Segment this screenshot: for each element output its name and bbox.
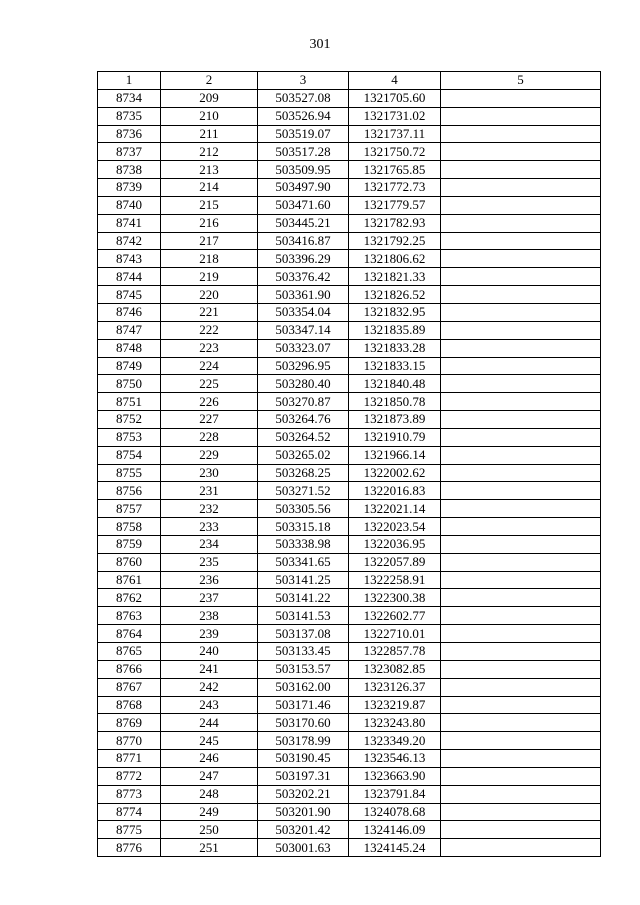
table-cell-col-1: 8742 xyxy=(98,232,161,250)
table-cell-col-4: 1322002.62 xyxy=(349,464,441,482)
table-cell-col-1: 8745 xyxy=(98,286,161,304)
table-cell-col-3: 503162.00 xyxy=(258,678,349,696)
header-row xyxy=(98,72,601,90)
table-row xyxy=(98,321,601,339)
table-cell-col-2: 219 xyxy=(161,268,258,286)
coordinates-table xyxy=(97,71,601,857)
table-cell-col-3: 503354.04 xyxy=(258,303,349,321)
table-cell-col-5 xyxy=(441,750,601,768)
table-cell-col-3: 503416.87 xyxy=(258,232,349,250)
table-cell-col-3: 503396.29 xyxy=(258,250,349,268)
table-cell-col-5 xyxy=(441,571,601,589)
table-cell-col-2: 229 xyxy=(161,446,258,464)
table-cell-col-1: 8756 xyxy=(98,482,161,500)
table-cell-col-3: 503201.90 xyxy=(258,803,349,821)
table-cell-col-3: 503305.56 xyxy=(258,500,349,518)
table-cell-col-1: 8776 xyxy=(98,839,161,857)
table-cell-col-5 xyxy=(441,625,601,643)
table-cell-col-2: 230 xyxy=(161,464,258,482)
table-cell-col-1: 8768 xyxy=(98,696,161,714)
table-cell-col-5 xyxy=(441,803,601,821)
table-cell-col-4: 1321832.95 xyxy=(349,303,441,321)
table-cell-col-4: 1323126.37 xyxy=(349,678,441,696)
table-cell-col-5 xyxy=(441,589,601,607)
table-cell-col-3: 503178.99 xyxy=(258,732,349,750)
table-cell-col-5 xyxy=(441,696,601,714)
table-row xyxy=(98,821,601,839)
column-header-4: 4 xyxy=(349,72,441,90)
table-cell-col-5 xyxy=(441,821,601,839)
table-cell-col-4: 1323663.90 xyxy=(349,767,441,785)
table-body xyxy=(98,89,601,856)
table-cell-col-5 xyxy=(441,535,601,553)
table-cell-col-2: 221 xyxy=(161,303,258,321)
table-cell-col-4: 1321833.28 xyxy=(349,339,441,357)
table-cell-col-4: 1321792.25 xyxy=(349,232,441,250)
table-row xyxy=(98,464,601,482)
table-cell-col-2: 220 xyxy=(161,286,258,304)
table-cell-col-3: 503270.87 xyxy=(258,393,349,411)
table-cell-col-4: 1321782.93 xyxy=(349,214,441,232)
table-cell-col-4: 1322023.54 xyxy=(349,518,441,536)
table-cell-col-3: 503170.60 xyxy=(258,714,349,732)
table-cell-col-5 xyxy=(441,393,601,411)
table-cell-col-5 xyxy=(441,196,601,214)
table-row xyxy=(98,803,601,821)
table-cell-col-2: 228 xyxy=(161,428,258,446)
table-cell-col-1: 8737 xyxy=(98,143,161,161)
table-row xyxy=(98,767,601,785)
table-row xyxy=(98,179,601,197)
table-cell-col-1: 8746 xyxy=(98,303,161,321)
table-cell-col-5 xyxy=(441,607,601,625)
column-header-2: 2 xyxy=(161,72,258,90)
table-row xyxy=(98,785,601,803)
table-cell-col-3: 503153.57 xyxy=(258,660,349,678)
table-cell-col-3: 503280.40 xyxy=(258,375,349,393)
table-cell-col-4: 1321772.73 xyxy=(349,179,441,197)
table-row xyxy=(98,250,601,268)
table-row xyxy=(98,339,601,357)
table-cell-col-5 xyxy=(441,339,601,357)
table-cell-col-5 xyxy=(441,643,601,661)
table-cell-col-5 xyxy=(441,125,601,143)
table-row xyxy=(98,232,601,250)
table-cell-col-5 xyxy=(441,411,601,429)
table-cell-col-3: 503341.65 xyxy=(258,553,349,571)
table-cell-col-5 xyxy=(441,250,601,268)
table-cell-col-4: 1321873.89 xyxy=(349,411,441,429)
table-cell-col-2: 217 xyxy=(161,232,258,250)
table-row xyxy=(98,303,601,321)
table-cell-col-5 xyxy=(441,143,601,161)
table-cell-col-1: 8749 xyxy=(98,357,161,375)
table-cell-col-5 xyxy=(441,357,601,375)
table-cell-col-3: 503197.31 xyxy=(258,767,349,785)
table-row xyxy=(98,553,601,571)
table-cell-col-3: 503001.63 xyxy=(258,839,349,857)
table-cell-col-4: 1321765.85 xyxy=(349,161,441,179)
table-cell-col-1: 8769 xyxy=(98,714,161,732)
table-cell-col-3: 503509.95 xyxy=(258,161,349,179)
table-row xyxy=(98,607,601,625)
table-cell-col-1: 8770 xyxy=(98,732,161,750)
table-cell-col-2: 214 xyxy=(161,179,258,197)
table-cell-col-3: 503527.08 xyxy=(258,89,349,107)
table-cell-col-3: 503264.76 xyxy=(258,411,349,429)
table-cell-col-5 xyxy=(441,268,601,286)
table-cell-col-2: 248 xyxy=(161,785,258,803)
table-row xyxy=(98,518,601,536)
table-cell-col-1: 8740 xyxy=(98,196,161,214)
table-cell-col-2: 231 xyxy=(161,482,258,500)
table-cell-col-4: 1321835.89 xyxy=(349,321,441,339)
table-row xyxy=(98,696,601,714)
table-cell-col-3: 503296.95 xyxy=(258,357,349,375)
table-cell-col-2: 239 xyxy=(161,625,258,643)
table-row xyxy=(98,89,601,107)
table-cell-col-2: 226 xyxy=(161,393,258,411)
table-cell-col-1: 8772 xyxy=(98,767,161,785)
table-cell-col-1: 8736 xyxy=(98,125,161,143)
table-cell-col-4: 1322016.83 xyxy=(349,482,441,500)
table-cell-col-2: 235 xyxy=(161,553,258,571)
table-row xyxy=(98,446,601,464)
table-row xyxy=(98,839,601,857)
table-cell-col-5 xyxy=(441,303,601,321)
table-cell-col-5 xyxy=(441,785,601,803)
table-cell-col-2: 238 xyxy=(161,607,258,625)
table-cell-col-5 xyxy=(441,107,601,125)
table-row xyxy=(98,428,601,446)
table-cell-col-1: 8765 xyxy=(98,643,161,661)
table-cell-col-2: 223 xyxy=(161,339,258,357)
table-cell-col-3: 503190.45 xyxy=(258,750,349,768)
table-cell-col-1: 8767 xyxy=(98,678,161,696)
table-row xyxy=(98,571,601,589)
table-cell-col-2: 232 xyxy=(161,500,258,518)
table-cell-col-4: 1321779.57 xyxy=(349,196,441,214)
table-cell-col-5 xyxy=(441,767,601,785)
table-cell-col-1: 8764 xyxy=(98,625,161,643)
table-cell-col-1: 8748 xyxy=(98,339,161,357)
table-row xyxy=(98,107,601,125)
table-cell-col-2: 250 xyxy=(161,821,258,839)
table-cell-col-2: 234 xyxy=(161,535,258,553)
table-cell-col-4: 1322602.77 xyxy=(349,607,441,625)
table-cell-col-2: 243 xyxy=(161,696,258,714)
table-cell-col-4: 1321840.48 xyxy=(349,375,441,393)
table-row xyxy=(98,643,601,661)
table-cell-col-1: 8751 xyxy=(98,393,161,411)
table-cell-col-3: 503323.07 xyxy=(258,339,349,357)
table-row xyxy=(98,286,601,304)
table-cell-col-2: 225 xyxy=(161,375,258,393)
table-cell-col-5 xyxy=(441,321,601,339)
table-row xyxy=(98,625,601,643)
table-cell-col-5 xyxy=(441,482,601,500)
table-cell-col-3: 503271.52 xyxy=(258,482,349,500)
table-cell-col-3: 503141.53 xyxy=(258,607,349,625)
table-cell-col-1: 8739 xyxy=(98,179,161,197)
table-cell-col-4: 1323082.85 xyxy=(349,660,441,678)
table-cell-col-4: 1321850.78 xyxy=(349,393,441,411)
table-cell-col-5 xyxy=(441,428,601,446)
table-cell-col-3: 503361.90 xyxy=(258,286,349,304)
table-row xyxy=(98,214,601,232)
table-cell-col-4: 1322710.01 xyxy=(349,625,441,643)
table-cell-col-3: 503376.42 xyxy=(258,268,349,286)
table-cell-col-1: 8750 xyxy=(98,375,161,393)
table-cell-col-4: 1324145.24 xyxy=(349,839,441,857)
table-cell-col-1: 8766 xyxy=(98,660,161,678)
table-cell-col-5 xyxy=(441,732,601,750)
table-cell-col-4: 1323791.84 xyxy=(349,785,441,803)
table-cell-col-1: 8735 xyxy=(98,107,161,125)
table-cell-col-3: 503526.94 xyxy=(258,107,349,125)
table-cell-col-1: 8759 xyxy=(98,535,161,553)
table-cell-col-3: 503347.14 xyxy=(258,321,349,339)
table-cell-col-3: 503141.22 xyxy=(258,589,349,607)
table-cell-col-4: 1323243.80 xyxy=(349,714,441,732)
table-cell-col-4: 1323219.87 xyxy=(349,696,441,714)
table-cell-col-1: 8755 xyxy=(98,464,161,482)
column-header-1: 1 xyxy=(98,72,161,90)
table-cell-col-2: 241 xyxy=(161,660,258,678)
table-cell-col-2: 224 xyxy=(161,357,258,375)
table-cell-col-4: 1324146.09 xyxy=(349,821,441,839)
table-row xyxy=(98,678,601,696)
table-cell-col-5 xyxy=(441,214,601,232)
table-row xyxy=(98,411,601,429)
table-cell-col-5 xyxy=(441,375,601,393)
table-cell-col-4: 1321833.15 xyxy=(349,357,441,375)
table-cell-col-1: 8754 xyxy=(98,446,161,464)
table-cell-col-5 xyxy=(441,553,601,571)
table-cell-col-4: 1322258.91 xyxy=(349,571,441,589)
table-cell-col-1: 8734 xyxy=(98,89,161,107)
table-cell-col-2: 216 xyxy=(161,214,258,232)
table-cell-col-3: 503338.98 xyxy=(258,535,349,553)
table-cell-col-2: 247 xyxy=(161,767,258,785)
table-cell-col-3: 503137.08 xyxy=(258,625,349,643)
column-header-3: 3 xyxy=(258,72,349,90)
table-cell-col-5 xyxy=(441,464,601,482)
table-cell-col-1: 8753 xyxy=(98,428,161,446)
table-cell-col-4: 1321826.52 xyxy=(349,286,441,304)
table-row xyxy=(98,660,601,678)
table-cell-col-2: 233 xyxy=(161,518,258,536)
table-cell-col-4: 1322021.14 xyxy=(349,500,441,518)
table-cell-col-3: 503201.42 xyxy=(258,821,349,839)
table-cell-col-4: 1323349.20 xyxy=(349,732,441,750)
table-cell-col-5 xyxy=(441,660,601,678)
table-cell-col-4: 1324078.68 xyxy=(349,803,441,821)
table-cell-col-2: 212 xyxy=(161,143,258,161)
table-row xyxy=(98,161,601,179)
table-cell-col-4: 1321731.02 xyxy=(349,107,441,125)
table-row xyxy=(98,196,601,214)
table-cell-col-2: 236 xyxy=(161,571,258,589)
table-cell-col-5 xyxy=(441,518,601,536)
table-header xyxy=(98,72,601,90)
table-cell-col-3: 503497.90 xyxy=(258,179,349,197)
table-row xyxy=(98,589,601,607)
table-cell-col-3: 503202.21 xyxy=(258,785,349,803)
table-cell-col-1: 8761 xyxy=(98,571,161,589)
table-cell-col-2: 240 xyxy=(161,643,258,661)
table-cell-col-4: 1321910.79 xyxy=(349,428,441,446)
table-cell-col-4: 1323546.13 xyxy=(349,750,441,768)
table-cell-col-2: 209 xyxy=(161,89,258,107)
table-cell-col-1: 8773 xyxy=(98,785,161,803)
table-row xyxy=(98,535,601,553)
table-cell-col-1: 8774 xyxy=(98,803,161,821)
table-cell-col-1: 8747 xyxy=(98,321,161,339)
table-row xyxy=(98,268,601,286)
table-cell-col-2: 237 xyxy=(161,589,258,607)
table-cell-col-5 xyxy=(441,232,601,250)
table-cell-col-3: 503171.46 xyxy=(258,696,349,714)
table-row xyxy=(98,393,601,411)
table-cell-col-1: 8757 xyxy=(98,500,161,518)
table-cell-col-2: 244 xyxy=(161,714,258,732)
table-row xyxy=(98,750,601,768)
table-cell-col-3: 503265.02 xyxy=(258,446,349,464)
table-row xyxy=(98,500,601,518)
table-cell-col-5 xyxy=(441,500,601,518)
table-cell-col-5 xyxy=(441,678,601,696)
table-cell-col-1: 8744 xyxy=(98,268,161,286)
table-cell-col-3: 503315.18 xyxy=(258,518,349,536)
table-cell-col-1: 8771 xyxy=(98,750,161,768)
page-number: 301 xyxy=(309,37,331,52)
table-cell-col-4: 1322036.95 xyxy=(349,535,441,553)
table-cell-col-5 xyxy=(441,839,601,857)
column-header-5: 5 xyxy=(441,72,601,90)
table-cell-col-1: 8760 xyxy=(98,553,161,571)
table-cell-col-3: 503141.25 xyxy=(258,571,349,589)
table-cell-col-2: 245 xyxy=(161,732,258,750)
table-row xyxy=(98,482,601,500)
table-cell-col-2: 211 xyxy=(161,125,258,143)
table-row xyxy=(98,143,601,161)
table-cell-col-2: 215 xyxy=(161,196,258,214)
table-cell-col-2: 242 xyxy=(161,678,258,696)
table-row xyxy=(98,714,601,732)
table-cell-col-4: 1321737.11 xyxy=(349,125,441,143)
table-cell-col-4: 1321750.72 xyxy=(349,143,441,161)
table-cell-col-3: 503517.28 xyxy=(258,143,349,161)
table-cell-col-1: 8741 xyxy=(98,214,161,232)
table-cell-col-3: 503519.07 xyxy=(258,125,349,143)
table-cell-col-4: 1321806.62 xyxy=(349,250,441,268)
table-cell-col-5 xyxy=(441,89,601,107)
table-row xyxy=(98,375,601,393)
table-cell-col-3: 503264.52 xyxy=(258,428,349,446)
table-cell-col-5 xyxy=(441,714,601,732)
table-row xyxy=(98,732,601,750)
table-cell-col-3: 503445.21 xyxy=(258,214,349,232)
table-cell-col-2: 251 xyxy=(161,839,258,857)
table-cell-col-4: 1322857.78 xyxy=(349,643,441,661)
table-cell-col-1: 8752 xyxy=(98,411,161,429)
table-cell-col-1: 8758 xyxy=(98,518,161,536)
table-cell-col-5 xyxy=(441,446,601,464)
table-cell-col-5 xyxy=(441,161,601,179)
table-cell-col-4: 1321821.33 xyxy=(349,268,441,286)
table-cell-col-4: 1321966.14 xyxy=(349,446,441,464)
table-cell-col-2: 249 xyxy=(161,803,258,821)
table-cell-col-5 xyxy=(441,286,601,304)
table-cell-col-2: 210 xyxy=(161,107,258,125)
table-cell-col-3: 503133.45 xyxy=(258,643,349,661)
table-cell-col-2: 222 xyxy=(161,321,258,339)
table-cell-col-1: 8743 xyxy=(98,250,161,268)
table-cell-col-5 xyxy=(441,179,601,197)
table-cell-col-1: 8762 xyxy=(98,589,161,607)
table-cell-col-4: 1321705.60 xyxy=(349,89,441,107)
table-row xyxy=(98,125,601,143)
table-cell-col-2: 213 xyxy=(161,161,258,179)
table-cell-col-4: 1322057.89 xyxy=(349,553,441,571)
table-cell-col-2: 246 xyxy=(161,750,258,768)
table-row xyxy=(98,357,601,375)
table-cell-col-2: 227 xyxy=(161,411,258,429)
table-cell-col-1: 8775 xyxy=(98,821,161,839)
table-cell-col-1: 8763 xyxy=(98,607,161,625)
table-cell-col-3: 503268.25 xyxy=(258,464,349,482)
table-cell-col-1: 8738 xyxy=(98,161,161,179)
table-cell-col-4: 1322300.38 xyxy=(349,589,441,607)
table-cell-col-2: 218 xyxy=(161,250,258,268)
table-cell-col-3: 503471.60 xyxy=(258,196,349,214)
